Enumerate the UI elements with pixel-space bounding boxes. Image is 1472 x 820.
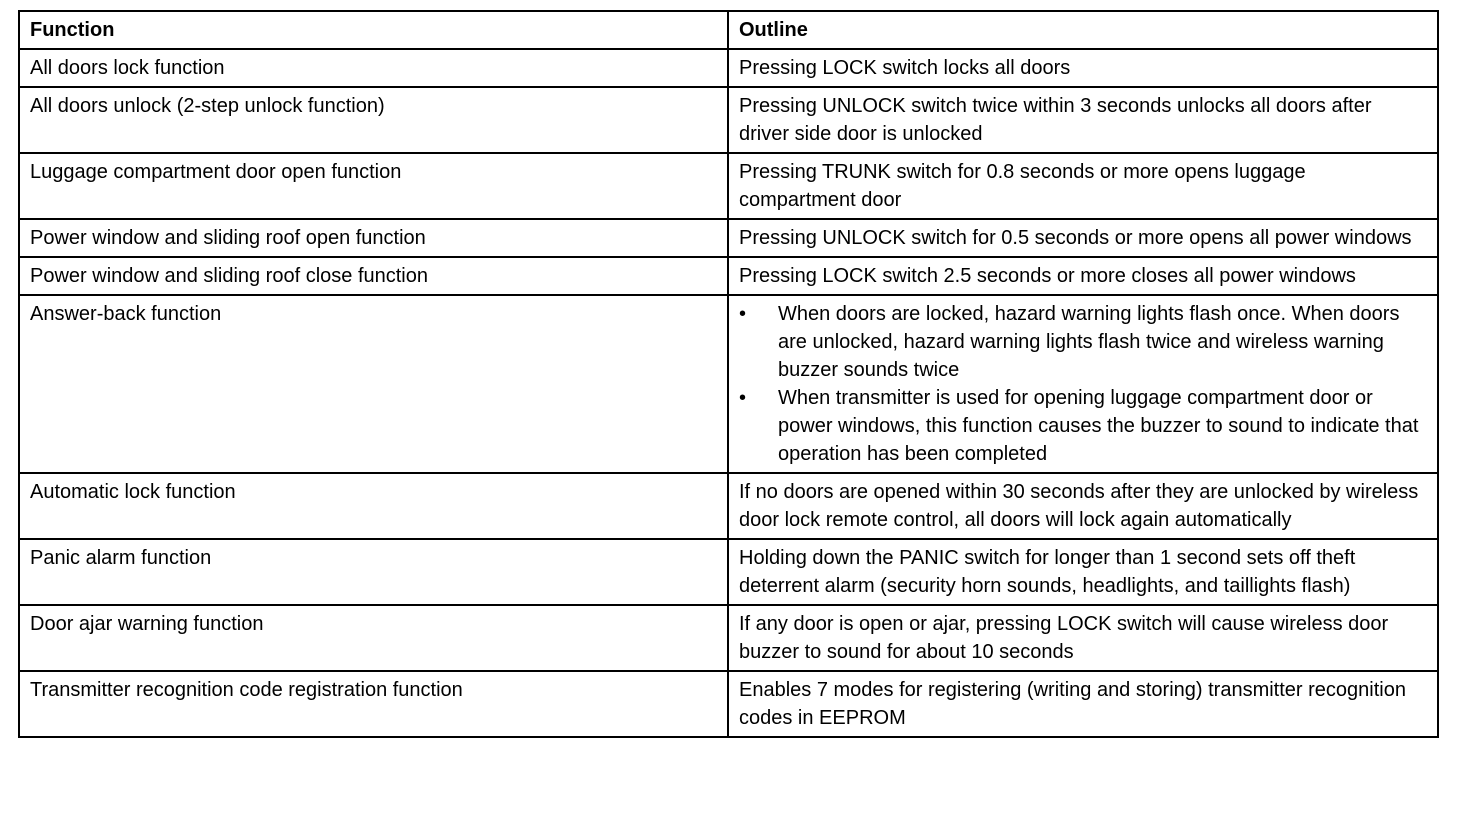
bullet-dot-icon: • (739, 387, 747, 409)
outline-cell: If no doors are opened within 30 seconds after they are unlocked by wireless door lock remote control, all doors will lock again automatically (728, 473, 1438, 539)
outline-cell: Pressing TRUNK switch for 0.8 seconds or more opens luggage compartment door (728, 153, 1438, 219)
outline-cell: Pressing UNLOCK switch for 0.5 seconds or more opens all power windows (728, 219, 1438, 257)
table-row (19, 295, 1438, 473)
outline-cell (728, 295, 1438, 473)
function-cell: Transmitter recognition code registration function (19, 671, 728, 737)
bullet-text: When transmitter is used for opening luggage compartment door or power windows, this function causes the buzzer to sound to indicate that operation has been completed (778, 387, 1419, 465)
function-cell: Power window and sliding roof open function (19, 219, 728, 257)
table-row (19, 153, 1438, 219)
outline-cell: Pressing UNLOCK switch twice within 3 seconds unlocks all doors after driver side door is unlocked (728, 87, 1438, 153)
function-cell: Door ajar warning function (19, 605, 728, 671)
table-row (19, 539, 1438, 605)
outline-cell: If any door is open or ajar, pressing LOCK switch will cause wireless door buzzer to sound for about 10 seconds (728, 605, 1438, 671)
function-outline-table (18, 10, 1439, 738)
table-row (19, 219, 1438, 257)
function-cell: All doors lock function (19, 49, 728, 87)
outline-cell: Holding down the PANIC switch for longer than 1 second sets off theft deterrent alarm (security horn sounds, headlights, and taillights flash) (728, 539, 1438, 605)
function-cell: Automatic lock function (19, 473, 728, 539)
bullet-list (739, 300, 1427, 468)
function-cell: All doors unlock (2-step unlock function) (19, 87, 728, 153)
column-header-outline: Outline (728, 11, 1438, 49)
function-cell: Panic alarm function (19, 539, 728, 605)
bullet-item (739, 384, 1427, 468)
bullet-item (739, 300, 1427, 384)
function-cell: Answer-back function (19, 295, 728, 473)
table-row (19, 605, 1438, 671)
bullet-text: When doors are locked, hazard warning lights flash once. When doors are unlocked, hazard warning lights flash twice and wireless warning buzzer sounds twice (778, 303, 1400, 381)
column-header-function: Function (19, 11, 728, 49)
outline-cell: Pressing LOCK switch 2.5 seconds or more closes all power windows (728, 257, 1438, 295)
outline-cell: Pressing LOCK switch locks all doors (728, 49, 1438, 87)
table-row (19, 87, 1438, 153)
function-cell: Power window and sliding roof close function (19, 257, 728, 295)
outline-cell: Enables 7 modes for registering (writing and storing) transmitter recognition codes in EEPROM (728, 671, 1438, 737)
table-header-row (19, 11, 1438, 49)
table-row (19, 49, 1438, 87)
bullet-dot-icon: • (739, 303, 747, 325)
table-row (19, 473, 1438, 539)
function-cell: Luggage compartment door open function (19, 153, 728, 219)
table-row (19, 257, 1438, 295)
table-row (19, 671, 1438, 737)
